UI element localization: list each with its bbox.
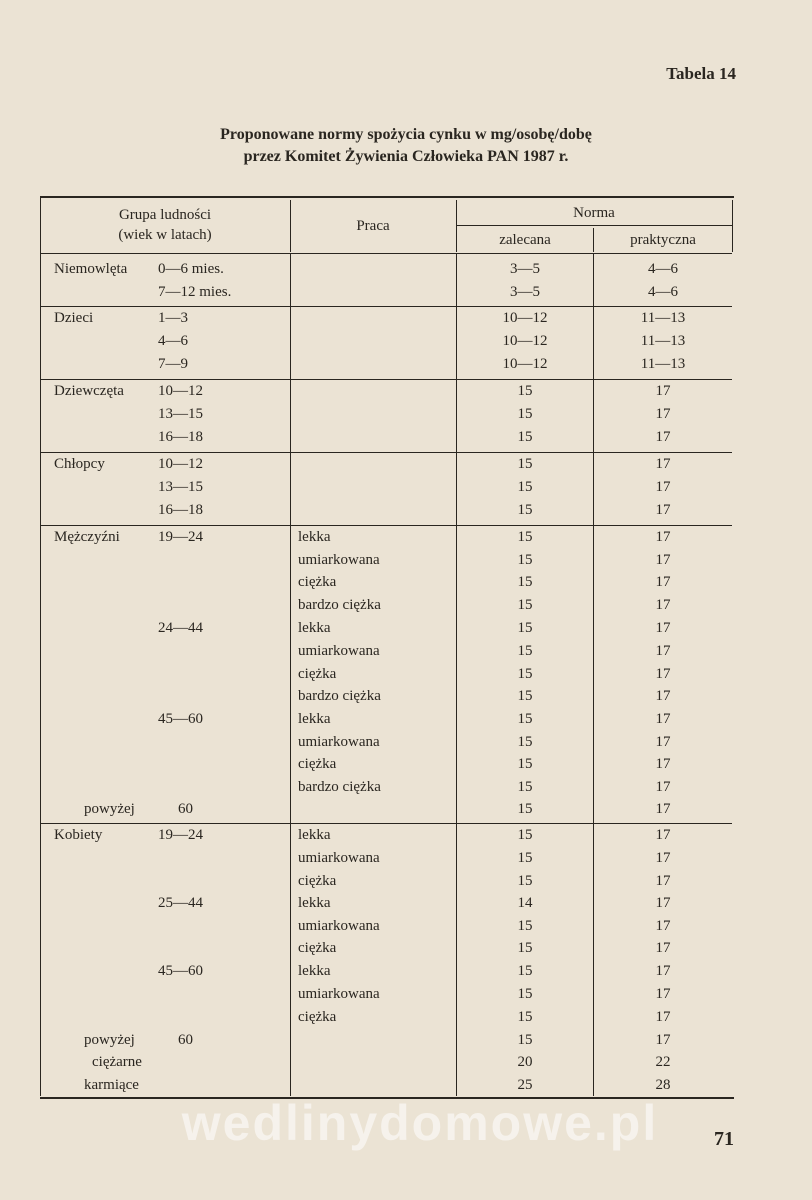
row-group: Chłopcy bbox=[54, 456, 105, 472]
row-practical: 17 bbox=[655, 1009, 671, 1025]
row-recommended: 15 bbox=[517, 383, 533, 399]
header-left-border bbox=[40, 197, 41, 253]
row-practical: 11—13 bbox=[640, 310, 686, 326]
row-work: umiarkowana bbox=[298, 850, 380, 866]
table-row bbox=[40, 1051, 734, 1073]
table-row bbox=[40, 798, 734, 820]
header-work: Praca bbox=[356, 218, 390, 234]
header-bottom-rule bbox=[40, 253, 732, 254]
row-recommended: 15 bbox=[517, 1009, 533, 1025]
title-line-2: przez Komitet Żywienia Człowieka PAN 1987 r. bbox=[243, 148, 569, 165]
row-age: 45—60 bbox=[158, 711, 203, 727]
row-recommended: 15 bbox=[517, 502, 533, 518]
row-practical: 17 bbox=[655, 756, 671, 772]
table-row bbox=[40, 663, 734, 685]
table-row bbox=[40, 617, 734, 639]
page-number: 71 bbox=[714, 1128, 734, 1150]
table-title bbox=[0, 124, 812, 168]
table-row bbox=[40, 426, 734, 448]
row-practical: 17 bbox=[655, 895, 671, 911]
row-work: ciężka bbox=[298, 873, 337, 889]
row-work: umiarkowana bbox=[298, 986, 380, 1002]
row-work: umiarkowana bbox=[298, 643, 380, 659]
row-recommended: 15 bbox=[517, 529, 533, 545]
row-recommended: 15 bbox=[517, 873, 533, 889]
row-practical: 17 bbox=[655, 734, 671, 750]
row-recommended: 14 bbox=[517, 895, 533, 911]
row-practical: 28 bbox=[655, 1077, 671, 1093]
row-recommended: 20 bbox=[517, 1054, 533, 1070]
row-age: 10—12 bbox=[158, 456, 203, 472]
row-age: 45—60 bbox=[158, 963, 203, 979]
row-work: ciężka bbox=[298, 666, 337, 682]
table-row bbox=[40, 453, 734, 475]
row-practical: 17 bbox=[655, 643, 671, 659]
row-practical: 17 bbox=[655, 383, 671, 399]
row-work: lekka bbox=[298, 963, 331, 979]
row-recommended: 15 bbox=[517, 756, 533, 772]
row-practical: 11—13 bbox=[640, 333, 686, 349]
row-group: Mężczyźni bbox=[54, 529, 120, 545]
row-recommended: 15 bbox=[517, 552, 533, 568]
row-group: ciężarne bbox=[92, 1054, 142, 1070]
table-top-rule bbox=[40, 196, 734, 198]
row-age: 60 bbox=[178, 801, 193, 817]
row-practical: 17 bbox=[655, 963, 671, 979]
header-right-border bbox=[732, 200, 733, 252]
row-practical: 17 bbox=[655, 688, 671, 704]
table-row bbox=[40, 1006, 734, 1028]
row-recommended: 15 bbox=[517, 827, 533, 843]
header-group-line1: Grupa ludności bbox=[118, 207, 212, 223]
row-practical: 17 bbox=[655, 827, 671, 843]
row-recommended: 15 bbox=[517, 801, 533, 817]
row-recommended: 15 bbox=[517, 711, 533, 727]
table-row bbox=[40, 307, 734, 329]
row-recommended: 15 bbox=[517, 688, 533, 704]
table-row bbox=[40, 571, 734, 593]
table-row bbox=[40, 708, 734, 730]
row-recommended: 10—12 bbox=[502, 333, 548, 349]
row-practical: 17 bbox=[655, 597, 671, 613]
table-row bbox=[40, 937, 734, 959]
header-divider-1 bbox=[290, 200, 291, 252]
row-practical: 17 bbox=[655, 940, 671, 956]
row-practical: 17 bbox=[655, 779, 671, 795]
watermark: wedlinydomowe.pl bbox=[181, 1095, 659, 1151]
row-recommended: 10—12 bbox=[502, 356, 548, 372]
row-age: 19—24 bbox=[158, 529, 203, 545]
table-row bbox=[40, 353, 734, 375]
row-work: bardzo ciężka bbox=[298, 688, 381, 704]
table-row bbox=[40, 1074, 734, 1096]
row-practical: 17 bbox=[655, 801, 671, 817]
row-recommended: 15 bbox=[517, 574, 533, 590]
table-label: Tabela 14 bbox=[666, 64, 736, 83]
row-recommended: 15 bbox=[517, 429, 533, 445]
table-row bbox=[40, 476, 734, 498]
row-practical: 17 bbox=[655, 918, 671, 934]
row-practical: 4—6 bbox=[648, 284, 678, 300]
table-row bbox=[40, 1029, 734, 1051]
row-practical: 17 bbox=[655, 873, 671, 889]
row-work: lekka bbox=[298, 711, 331, 727]
table-row bbox=[40, 847, 734, 869]
row-group: Dzieci bbox=[54, 310, 94, 326]
row-age: 10—12 bbox=[158, 383, 203, 399]
row-age: 60 bbox=[178, 1032, 193, 1048]
row-recommended: 15 bbox=[517, 850, 533, 866]
table-row bbox=[40, 403, 734, 425]
header-norm-underline bbox=[456, 225, 732, 226]
header-practical: praktyczna bbox=[630, 232, 696, 248]
table-row bbox=[40, 640, 734, 662]
header-divider-3 bbox=[593, 228, 594, 252]
row-age: 25—44 bbox=[158, 895, 203, 911]
row-practical: 17 bbox=[655, 1032, 671, 1048]
row-practical: 17 bbox=[655, 666, 671, 682]
row-recommended: 3—5 bbox=[510, 284, 540, 300]
header-group bbox=[40, 205, 290, 245]
row-practical: 17 bbox=[655, 529, 671, 545]
row-practical: 17 bbox=[655, 479, 671, 495]
row-work: ciężka bbox=[298, 940, 337, 956]
header-divider-2 bbox=[456, 200, 457, 252]
row-age: 7—9 bbox=[158, 356, 188, 372]
row-age: 13—15 bbox=[158, 479, 203, 495]
table-row bbox=[40, 258, 734, 280]
row-work: lekka bbox=[298, 827, 331, 843]
table-row bbox=[40, 892, 734, 914]
table-row bbox=[40, 526, 734, 548]
table-row bbox=[40, 870, 734, 892]
row-practical: 17 bbox=[655, 574, 671, 590]
row-age: 24—44 bbox=[158, 620, 203, 636]
row-work: ciężka bbox=[298, 756, 337, 772]
row-recommended: 3—5 bbox=[510, 261, 540, 277]
row-recommended: 10—12 bbox=[502, 310, 548, 326]
row-recommended: 15 bbox=[517, 406, 533, 422]
row-recommended: 15 bbox=[517, 963, 533, 979]
row-work: bardzo ciężka bbox=[298, 779, 381, 795]
row-group: powyżej bbox=[84, 801, 135, 817]
row-age: 19—24 bbox=[158, 827, 203, 843]
row-recommended: 15 bbox=[517, 1032, 533, 1048]
table-row bbox=[40, 753, 734, 775]
row-work: ciężka bbox=[298, 1009, 337, 1025]
table-row bbox=[40, 960, 734, 982]
row-recommended: 15 bbox=[517, 479, 533, 495]
row-work: ciężka bbox=[298, 574, 337, 590]
row-group: Kobiety bbox=[54, 827, 103, 843]
row-group: Dziewczęta bbox=[54, 383, 124, 399]
row-work: bardzo ciężka bbox=[298, 597, 381, 613]
row-practical: 17 bbox=[655, 850, 671, 866]
table-row bbox=[40, 549, 734, 571]
row-practical: 22 bbox=[655, 1054, 671, 1070]
row-recommended: 15 bbox=[517, 597, 533, 613]
header-recommended: zalecana bbox=[499, 232, 551, 248]
row-practical: 4—6 bbox=[648, 261, 678, 277]
table-row bbox=[40, 685, 734, 707]
table-row bbox=[40, 776, 734, 798]
row-group: Niemowlęta bbox=[54, 261, 128, 277]
header-group-line2: (wiek w latach) bbox=[118, 227, 212, 243]
table-row bbox=[40, 731, 734, 753]
row-recommended: 15 bbox=[517, 666, 533, 682]
row-age: 16—18 bbox=[158, 502, 203, 518]
row-practical: 11—13 bbox=[640, 356, 686, 372]
table-row bbox=[40, 330, 734, 352]
row-group: karmiące bbox=[84, 1077, 139, 1093]
table-row bbox=[40, 499, 734, 521]
row-group: powyżej bbox=[84, 1032, 135, 1048]
row-age: 7—12 mies. bbox=[158, 284, 232, 300]
row-recommended: 15 bbox=[517, 456, 533, 472]
row-practical: 17 bbox=[655, 986, 671, 1002]
row-practical: 17 bbox=[655, 552, 671, 568]
row-work: umiarkowana bbox=[298, 918, 380, 934]
row-age: 1—3 bbox=[158, 310, 188, 326]
table-row bbox=[40, 983, 734, 1005]
row-age: 16—18 bbox=[158, 429, 203, 445]
row-age: 0—6 mies. bbox=[158, 261, 224, 277]
row-recommended: 15 bbox=[517, 643, 533, 659]
table-row bbox=[40, 915, 734, 937]
row-age: 13—15 bbox=[158, 406, 203, 422]
row-practical: 17 bbox=[655, 620, 671, 636]
title-line-1: Proponowane normy spożycia cynku w mg/osobę/dobę bbox=[220, 126, 592, 143]
row-work: lekka bbox=[298, 895, 331, 911]
row-practical: 17 bbox=[655, 456, 671, 472]
table-row bbox=[40, 824, 734, 846]
row-recommended: 25 bbox=[517, 1077, 533, 1093]
row-recommended: 15 bbox=[517, 734, 533, 750]
row-recommended: 15 bbox=[517, 940, 533, 956]
row-practical: 17 bbox=[655, 502, 671, 518]
row-work: umiarkowana bbox=[298, 552, 380, 568]
row-practical: 17 bbox=[655, 406, 671, 422]
table-row bbox=[40, 380, 734, 402]
header-norm: Norma bbox=[573, 205, 615, 221]
table-row bbox=[40, 281, 734, 303]
table-row bbox=[40, 594, 734, 616]
row-recommended: 15 bbox=[517, 779, 533, 795]
row-work: lekka bbox=[298, 620, 331, 636]
row-recommended: 15 bbox=[517, 986, 533, 1002]
row-recommended: 15 bbox=[517, 918, 533, 934]
row-practical: 17 bbox=[655, 711, 671, 727]
row-age: 4—6 bbox=[158, 333, 188, 349]
row-work: lekka bbox=[298, 529, 331, 545]
row-recommended: 15 bbox=[517, 620, 533, 636]
row-work: umiarkowana bbox=[298, 734, 380, 750]
row-practical: 17 bbox=[655, 429, 671, 445]
